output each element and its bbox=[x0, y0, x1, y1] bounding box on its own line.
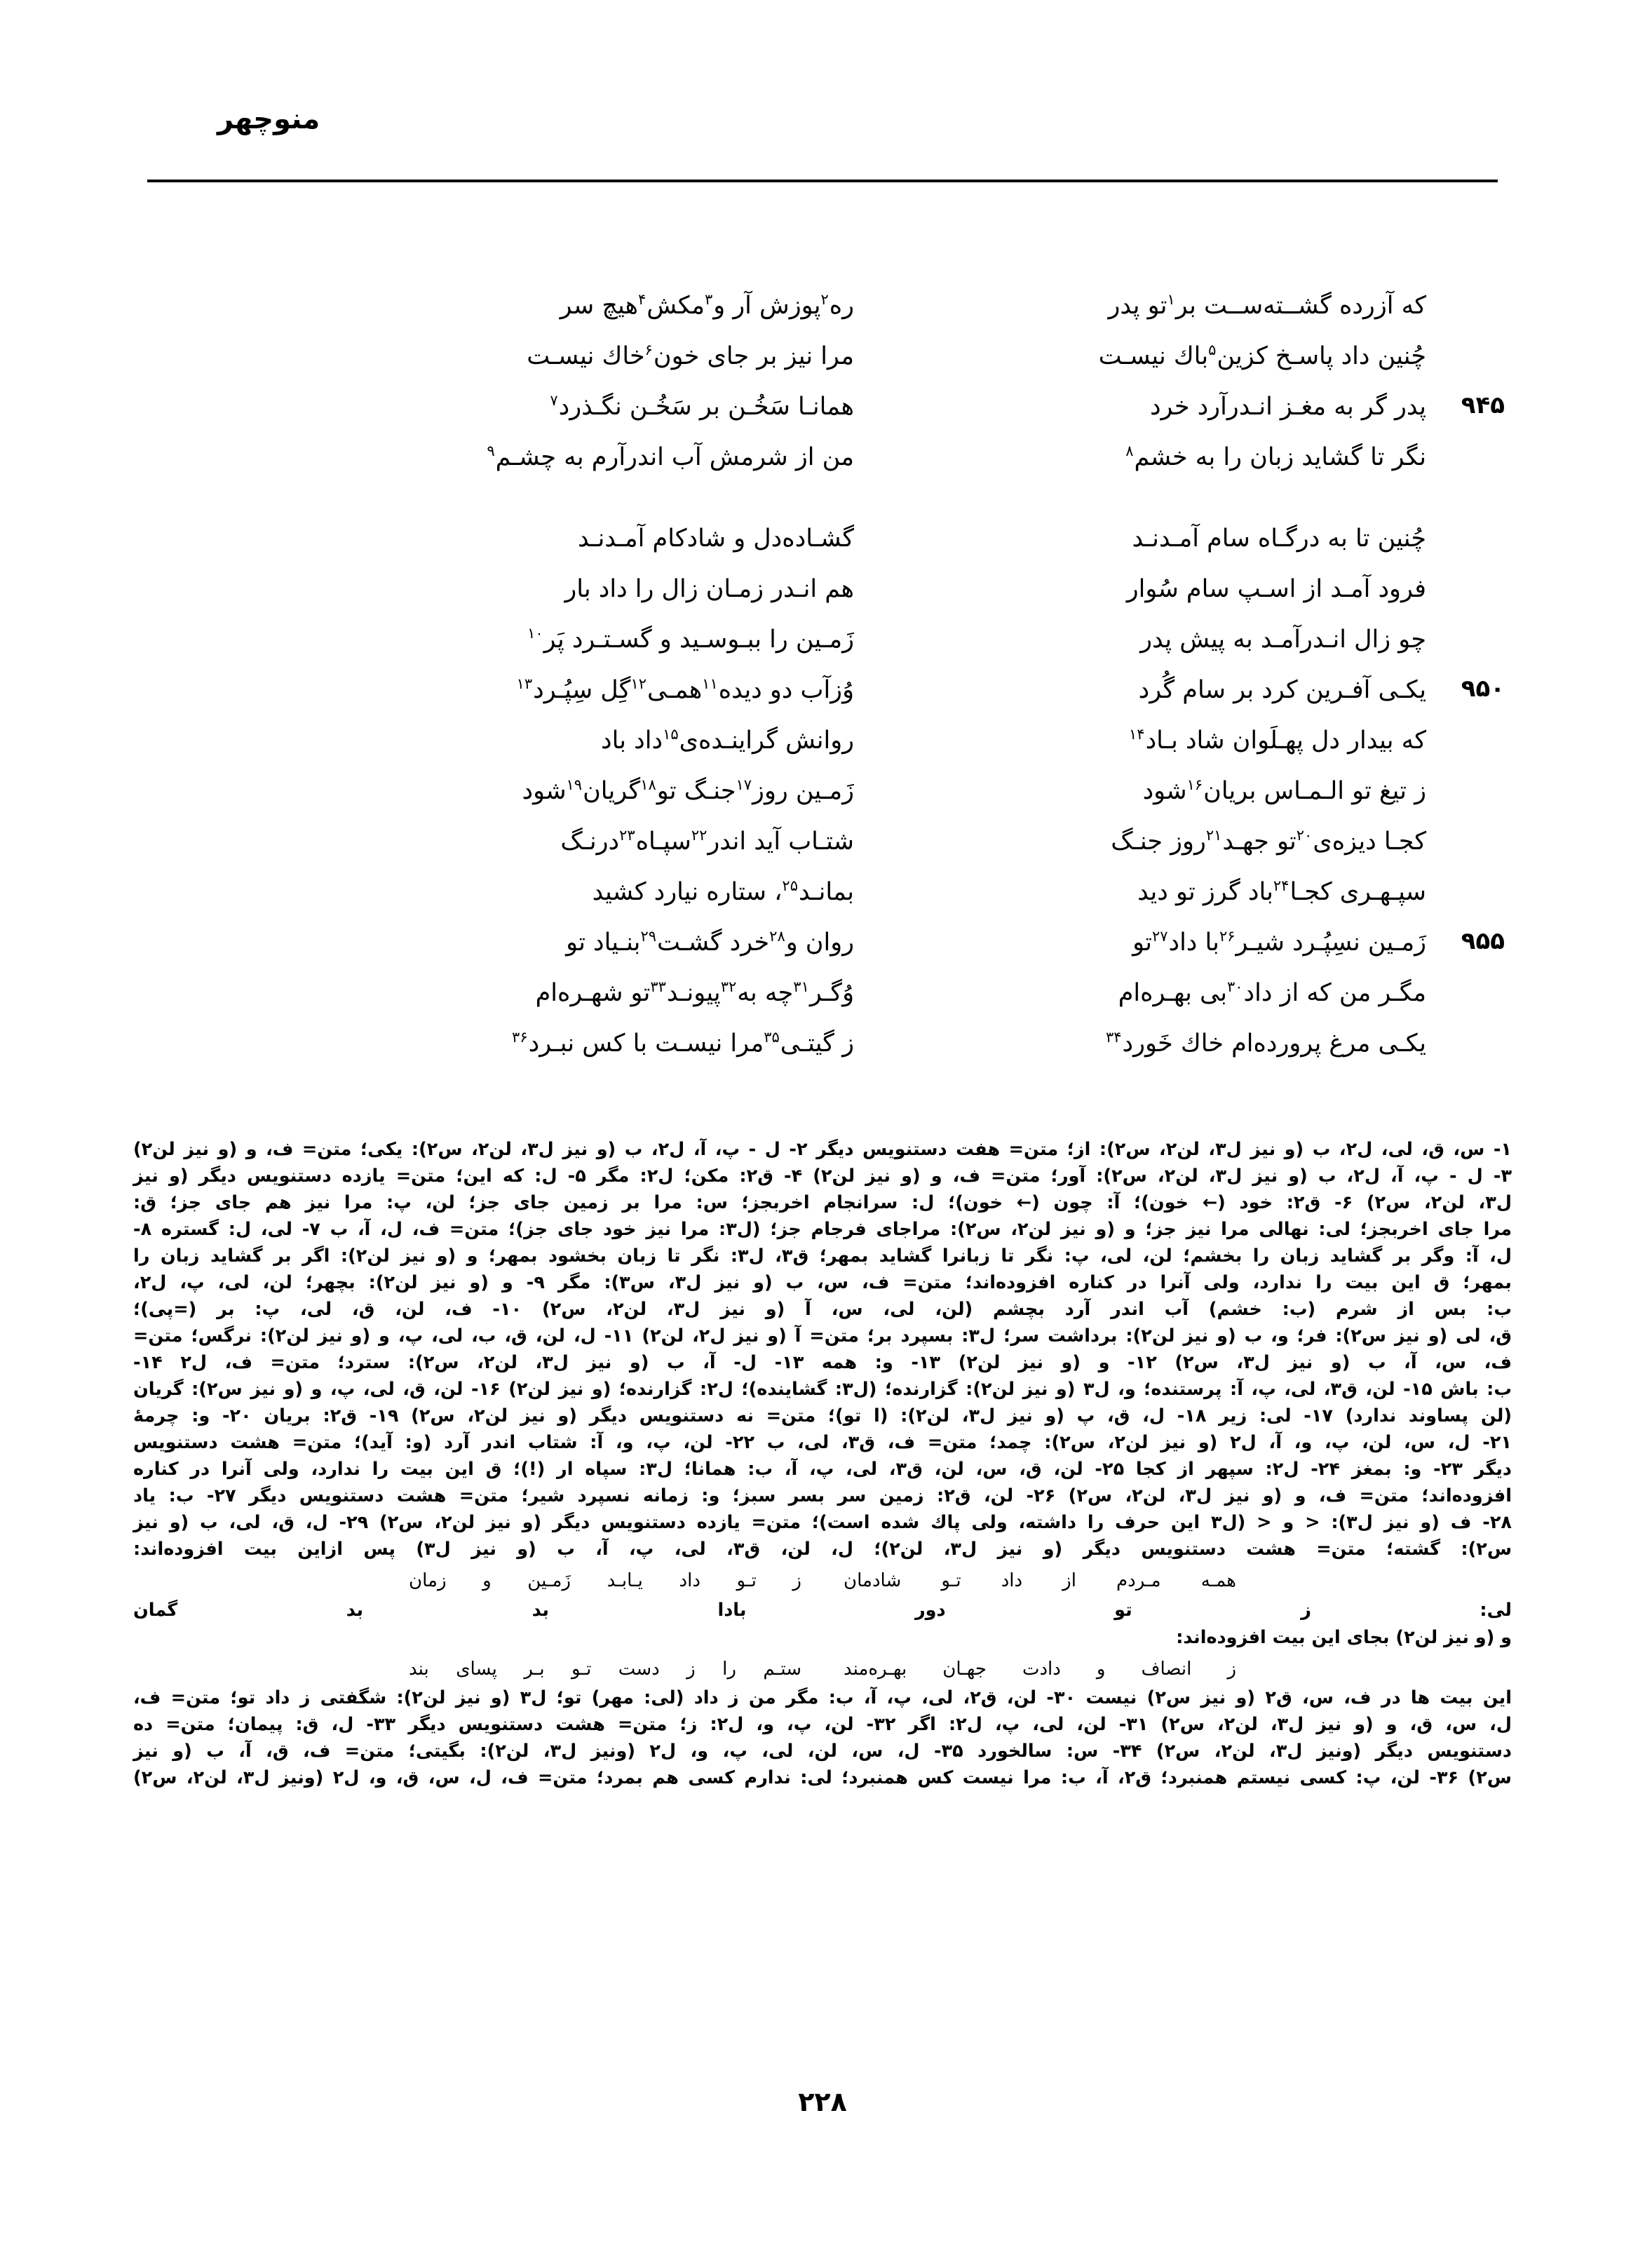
hemistich-second bbox=[307, 665, 854, 713]
footnote-marker[interactable]: ۲۸ bbox=[769, 928, 785, 945]
apparatus-line: ب: بس از شرم (ب: خشم) آب اندر آرد بچشم (لن، لی، س، آ (و نیز ل٣، لن٢، س٢) ۱۰- ف، لن، ق، لی، پ: بر (=پی)؛ bbox=[133, 1299, 1512, 1320]
verse-text: زَمـین روز bbox=[752, 777, 854, 805]
verse-text: بی بهـره‌ام bbox=[1118, 979, 1227, 1007]
verse-text: خرد گشـت bbox=[657, 929, 770, 957]
footnote-marker[interactable]: ۳۲ bbox=[720, 978, 737, 996]
verse-text: چُنین داد پاسـخ کزین bbox=[1217, 342, 1426, 370]
hemistich-first bbox=[879, 968, 1426, 1015]
footnote-marker[interactable]: ۳۶ bbox=[512, 1029, 528, 1046]
footnote-marker[interactable]: ۳۳ bbox=[650, 978, 666, 996]
verse-line bbox=[140, 564, 1505, 614]
verse-text: خاك نیسـت bbox=[527, 342, 645, 370]
verse-line bbox=[140, 382, 1505, 432]
apparatus-line: ۲۸- ف (و نیز ل٣): < و < (ل٣ این حرف را داشته، ولی پاك شده است)؛ متن= یازده دستنویس دیگر (و نیز لن٢، س٢) ۲۹- ل، ق، لی، ب (و نیز bbox=[133, 1512, 1512, 1533]
footnote-marker[interactable]: ۳۴ bbox=[1105, 1029, 1122, 1046]
footnote-marker[interactable]: ۱۵ bbox=[663, 726, 679, 743]
verse-text: روان و bbox=[785, 929, 854, 957]
inserted-verse bbox=[133, 1654, 1512, 1685]
hemistich-second bbox=[307, 715, 854, 763]
inserted-hemistich-first: ز انصاف و دادت جهـان بهـره‌مند bbox=[844, 1659, 1236, 1680]
verse-text: گریان bbox=[583, 777, 641, 805]
footnote-marker[interactable]: ۲۶ bbox=[1219, 928, 1236, 945]
verse-text: سپـهـری کجـا bbox=[1289, 878, 1426, 906]
page-number: ۲۲۸ bbox=[798, 2086, 847, 2117]
verse-number bbox=[1426, 1018, 1505, 1028]
verse-line bbox=[140, 665, 1505, 715]
verse-text: بنـیاد تو bbox=[566, 929, 641, 957]
footnote-marker[interactable]: ۳۵ bbox=[764, 1029, 780, 1046]
verse-text: فرود آمـد از اسـپ سام سُوار bbox=[1126, 575, 1426, 603]
verse-text: چو زال انـدرآمـد به پیش پدر bbox=[1140, 626, 1426, 654]
verse-line bbox=[140, 968, 1505, 1018]
inserted-hemistich-first: همـه مـردم از داد تـو شادمان bbox=[844, 1570, 1236, 1591]
apparatus-line: دستنویس دیگر (ونیز ل٣، لن٢، س٢) ۳۴- س: سالخورد ۳۵- ل، س، لن، لی، پ، و، ل٢ (ونیز ل٣، لن٢): بگیتی؛ متن= ف، ق، آ، ب (و نیز bbox=[133, 1741, 1512, 1762]
footnote-marker[interactable]: ۲۰ bbox=[1296, 827, 1313, 844]
apparatus-line: ۳- ل - پ، آ، ل٢، ب (و نیز ل٣، لن٢، س٢): آور؛ متن= ف، و (و نیز لن٢) ۴- ق٢: مکن؛ ل٢: مگر ۵- ل: که این؛ متن= یازده دستنویس دیگر (و نیز bbox=[133, 1166, 1512, 1187]
footnote-marker[interactable]: ۱ bbox=[1167, 291, 1175, 309]
verse-text: گِل سِپُـرد bbox=[533, 676, 631, 704]
verse-line bbox=[140, 917, 1505, 968]
footnote-marker[interactable]: ۱۹ bbox=[566, 776, 583, 794]
footnote-marker[interactable]: ۲۹ bbox=[640, 928, 656, 945]
hemistich-second bbox=[307, 917, 854, 965]
footnote-marker[interactable]: ۲۷ bbox=[1151, 928, 1168, 945]
verse-text: مرا نیسـت با کس نبـرد bbox=[528, 1030, 764, 1058]
footnote-marker[interactable]: ۱۸ bbox=[640, 776, 656, 794]
apparatus-line: این بیت ها در ف، س، ق٢ (و نیز س٢) نیست ۳۰- لن، ق٢، لی، پ، آ، ب: مگر من ز داد (لی: مهر) تو؛ ل٣ (و نیز لن٢): شگفتی ز داد تو؛ متن= ف، bbox=[133, 1687, 1512, 1708]
footnote-marker[interactable]: ۸ bbox=[1125, 443, 1134, 460]
apparatus-line: ف، س، آ، ب (و نیز ل٣، س٢) ۱۲- و (و نیز لن٢) ۱۳- و: همه ۱۳- ل- آ، ب (و نیز ل٣، لن٢، س٢): سترد؛ متن= ف، ل٢ ۱۴- bbox=[133, 1352, 1512, 1373]
verse-number bbox=[1426, 816, 1505, 826]
footnote-marker[interactable]: ۳۱ bbox=[793, 978, 809, 996]
verse-number: ۹۵۵ bbox=[1461, 927, 1505, 955]
hemistich-second bbox=[307, 564, 854, 612]
hemistich-second bbox=[307, 513, 854, 561]
verse-text: روانش گراینـده‌ی bbox=[679, 727, 854, 755]
apparatus-line: ق، لی (و نیز س٢): فر؛ و، ب (و نیز لن٢): برداشت سر؛ ل٣: بسپرد بر؛ متن= آ (و نیز ل٢، لن٢) ۱۱- ل، لن، ق، ب، لی، پ، و (و نیز لن٢): نرگس؛ متن= bbox=[133, 1325, 1512, 1346]
footnote-marker[interactable]: ۱۴ bbox=[1129, 726, 1145, 743]
footnote-marker[interactable]: ۴ bbox=[637, 291, 647, 309]
verse-text: تو bbox=[1132, 929, 1152, 957]
verse-text: چه به bbox=[737, 979, 794, 1007]
verse-text: گشـاده‌دل و شادکام آمـدنـد bbox=[577, 525, 854, 553]
verse-text: که بیدار دل پهـلَوان شاد بـاد bbox=[1145, 727, 1426, 755]
verse-text: مرا نیز بر جای خون bbox=[653, 342, 854, 370]
running-head: منوچهر bbox=[217, 103, 320, 135]
inserted-hemistich-second: ستـم را ز دست تـو بـر پسای بند bbox=[409, 1659, 801, 1680]
verse-line bbox=[140, 281, 1505, 331]
hemistich-first bbox=[879, 432, 1426, 480]
footnote-marker[interactable]: ۲۴ bbox=[1273, 877, 1289, 895]
verse-line bbox=[140, 432, 1505, 482]
verse-text: سپـاه bbox=[635, 828, 691, 856]
verse-number: ۹۴۵ bbox=[1461, 391, 1505, 419]
apparatus-line: ب: باش ۱۵- لن، ق٣، لی، پ، آ: پرستنده؛ و، ل٣ (و نیز لن٢): گزارنده؛ (ل٣: گشاینده)؛ ل٢: گزارنده؛ (و نیز لن٢) ۱۶- لن، ق، لی، پ، و (و نیز س٢): گریان bbox=[133, 1379, 1512, 1400]
apparatus-line: بمهر؛ ق این بیت را ندارد، ولی آنرا در کناره افزوده‌اند؛ متن= ف، س، ب (و نیز ل٣، س٣): مگر ۹- و (و نیز لن٢): بچهر؛ لن، لی، پ، ل٢، bbox=[133, 1272, 1512, 1293]
verse-text: ز تیغ تو الـمـاس بریان bbox=[1203, 777, 1426, 805]
verse-text: جنـگ تو bbox=[656, 777, 736, 805]
apparatus-line: س٢): گشته؛ متن= هشت دستنویس دیگر (و نیز ل٣، لن٢)؛ ل، لن، ق٣، لی، پ، آ، ب (و نیز ل٣) پس ازاین بیت افزوده‌اند: bbox=[133, 1539, 1512, 1560]
verse-line bbox=[140, 331, 1505, 382]
verse-text: ، ستاره نیارد کشید bbox=[592, 878, 783, 906]
verse-number bbox=[1426, 564, 1505, 574]
verse-text: زَمـین نسِپُـرد شیـر bbox=[1236, 929, 1426, 957]
verse-text: بمانـد bbox=[798, 878, 854, 906]
hemistich-first bbox=[879, 665, 1426, 713]
inserted-hemistich-second: ز تـو داد یـابـد زَمـین و زمان bbox=[409, 1570, 801, 1591]
hemistich-second bbox=[307, 968, 854, 1015]
verse-text: ز گیتـی bbox=[780, 1030, 854, 1058]
verse-number bbox=[1426, 513, 1505, 523]
verse-number bbox=[1426, 432, 1505, 442]
verse-text: یکـی آفـرین کرد بر سام گُرد bbox=[1138, 676, 1426, 704]
hemistich-first bbox=[879, 513, 1426, 561]
apparatus-line: ۱- س، ق، لی، ل٢، ب (و نیز ل٣، لن٢، س٢): از؛ متن= هفت دستنویس دیگر ۲- ل - پ، آ، ل٢، ب (و نیز ل٣، لن٢، س٢): یکی؛ متن= ف، و (و نیز لن٢) bbox=[133, 1139, 1512, 1160]
apparatus-line: ل، س، ق، و (و نیز ل٣، لن٢، س٢) ۳۱- لن، لی، پ، ل٢: اگر ۳۲- لن، پ، و، ل٢: ز؛ متن= هشت دستنویس دیگر ۳۳- ل، ق: پیمان؛ متن= ده bbox=[133, 1714, 1512, 1735]
hemistich-first bbox=[879, 614, 1426, 662]
footnote-marker[interactable]: ۲۳ bbox=[619, 827, 635, 844]
verse-text: درنـگ bbox=[560, 828, 620, 856]
verse-text: پدر گر به مغـز انـدرآرد خرد bbox=[1149, 393, 1426, 421]
footnote-marker[interactable]: ۶ bbox=[644, 342, 653, 359]
hemistich-second bbox=[307, 766, 854, 814]
hemistich-second bbox=[307, 331, 854, 379]
footnote-marker[interactable]: ۱۳ bbox=[516, 675, 533, 693]
apparatus-line: ل، آ: وگر بر گشاید زبان را بخشم؛ لن، لی، پ: نگر تا زبانرا گشاید بمهر؛ ق٣، ل٣: نگر تا زبان بخشود بمهر؛ و (و نیز لن٢): اگر بر گشاید زبان را bbox=[133, 1246, 1512, 1267]
apparatus-line: س٢) ۳۶- لن، پ: کسی نیستم همنبرد؛ ق٢، آ، ب: مرا نیست کس همنبرد؛ لی: ندارم کسی هم بمرد؛ متن= ف، ل، س، ق، و، ل٢ (ونیز ل٣، لن٢، س٢) bbox=[133, 1767, 1512, 1788]
verse-number bbox=[1426, 867, 1505, 877]
verse-line bbox=[140, 816, 1505, 867]
apparatus-line: دیگر ۲۳- و: بمغز ۲۴- ل٢: سپهر از کجا ۲۵- لن، ق، س، لن، ق٣، لی، پ، آ، ب: همانا؛ ل٣: سپاه ار (!)؛ ق این بیت را ندارد، ولی آنرا در کناره bbox=[133, 1459, 1512, 1480]
verse-number bbox=[1426, 715, 1505, 725]
hemistich-first bbox=[879, 917, 1426, 965]
verse-line bbox=[140, 766, 1505, 816]
verse-number bbox=[1426, 968, 1505, 978]
verse-text: چُنین تا به درگـاه سام آمـدنـد bbox=[1132, 525, 1426, 553]
verse-text: نگر تا گشاید زبان را به خشم bbox=[1134, 443, 1426, 471]
hemistich-first bbox=[879, 281, 1426, 328]
hemistich-first bbox=[879, 331, 1426, 379]
footnote-marker[interactable]: ۷ bbox=[550, 392, 558, 410]
verse-text: تو شهـره‌ام bbox=[535, 979, 651, 1007]
footnote-marker[interactable]: ۵ bbox=[1208, 342, 1217, 359]
hemistich-first bbox=[879, 867, 1426, 914]
verse-text: همانـا سَخُـن بر سَخُـن نگـذرد bbox=[558, 393, 854, 421]
hemistich-second bbox=[307, 382, 854, 429]
verse-text: پوزش آر و bbox=[713, 292, 821, 320]
verse-body bbox=[140, 281, 1505, 1069]
verse-number bbox=[1426, 281, 1505, 290]
verse-number bbox=[1426, 766, 1505, 776]
footnote-marker[interactable]: ۱۶ bbox=[1186, 776, 1203, 794]
verse-text: تو پدر bbox=[1108, 292, 1167, 320]
footnote-marker[interactable]: ۱۲ bbox=[630, 675, 647, 693]
hemistich-first bbox=[879, 1018, 1426, 1066]
hemistich-first bbox=[879, 715, 1426, 763]
verse-text: وُگـر bbox=[809, 979, 854, 1007]
verse-text: یکـی مرغ پرورده‌ام خاك خَورد bbox=[1122, 1030, 1426, 1058]
hemistich-first bbox=[879, 564, 1426, 612]
verse-stanza bbox=[140, 281, 1505, 482]
hemistich-second bbox=[307, 816, 854, 864]
verse-text: مکش bbox=[647, 292, 705, 320]
verse-text: کجـا دیزه‌ی bbox=[1313, 828, 1426, 856]
verse-text: که آزرده گشــته‌ســت بر bbox=[1175, 292, 1426, 320]
footnote-marker[interactable]: ۲۲ bbox=[691, 827, 708, 844]
footnote-marker[interactable]: ۳ bbox=[704, 291, 713, 309]
verse-text: من از شرمش آب اندرآرم به چشـم bbox=[495, 443, 854, 471]
verse-text: باك نیسـت bbox=[1098, 342, 1209, 370]
verse-text: شود bbox=[1142, 777, 1187, 805]
footnote-marker[interactable]: ۲۱ bbox=[1205, 827, 1222, 844]
verse-line bbox=[140, 715, 1505, 766]
header-rule bbox=[147, 180, 1498, 182]
verse-line bbox=[140, 1018, 1505, 1069]
verse-text: ره bbox=[829, 292, 854, 320]
verse-text: داد باد bbox=[601, 727, 663, 755]
verse-text: وُزآب دو دیده bbox=[718, 676, 854, 704]
verse-text: باد گرز تو دید bbox=[1137, 878, 1273, 906]
verse-text: زَمـین را ببـوسـید و گسـتـرد پَر bbox=[543, 626, 854, 654]
verse-line bbox=[140, 614, 1505, 665]
verse-text: هیچ سر bbox=[560, 292, 638, 320]
hemistich-second bbox=[307, 867, 854, 914]
footnote-marker[interactable]: ۹ bbox=[487, 443, 495, 460]
page-header bbox=[147, 105, 1498, 189]
verse-text: شود bbox=[522, 777, 567, 805]
footnote-marker[interactable]: ۲۵ bbox=[782, 877, 798, 895]
hemistich-first bbox=[879, 766, 1426, 814]
verse-text: پیونـد bbox=[666, 979, 721, 1007]
footnote-marker[interactable]: ۲ bbox=[820, 291, 829, 309]
verse-text: شتـاب آید اندر bbox=[708, 828, 854, 856]
hemistich-second bbox=[307, 614, 854, 662]
verse-text: همـی bbox=[647, 676, 703, 704]
footnote-marker[interactable]: ۱۱ bbox=[702, 675, 718, 693]
apparatus-line: ل٣، لن٢، س٢) ۶- ق٢: خود (← خون)؛ آ: چون (← خون)؛ ل: سرانجام اخربجز؛ س: مرا بر زمین جای جز؛ لن، پ: مرا نیز هم جای جز؛ ق: bbox=[133, 1192, 1512, 1213]
verse-number bbox=[1426, 331, 1505, 341]
verse-number: ۹۵۰ bbox=[1461, 675, 1505, 703]
verse-number bbox=[1426, 614, 1505, 624]
verse-text: با داد bbox=[1168, 929, 1219, 957]
hemistich-first bbox=[879, 382, 1426, 429]
verse-text: روز جنـگ bbox=[1111, 828, 1206, 856]
apparatus-line: و (و نیز لن٢) بجای این بیت افزوده‌اند: bbox=[1176, 1627, 1512, 1648]
verse-stanza bbox=[140, 513, 1505, 1069]
hemistich-second bbox=[307, 1018, 854, 1066]
verse-text: تو جهـد bbox=[1222, 828, 1297, 856]
hemistich-second bbox=[307, 432, 854, 480]
footnote-marker[interactable]: ۱۷ bbox=[736, 776, 752, 794]
apparatus-line: مرا جای اخربجز؛ لی: نهالی مرا نیز جز؛ و (و نیز لن٢، س٢): مراجای فرجام جز؛ (ل٣: مرا نیز خود جای جز)؛ متن= ف، ل، آ، ب ۷- لی، ل: گستره ۸- bbox=[133, 1219, 1512, 1240]
inserted-verse bbox=[133, 1565, 1512, 1596]
hemistich-second bbox=[307, 281, 854, 328]
apparatus-line: افزوده‌اند؛ متن= ف، و (و نیز ل٣، لن٢، س٢) ۲۶- لن، ق٢: زمین سر بسر سبز؛ و: زمانه نسپرد شیر؛ متن= هشت دستنویس دیگر ۲۷- ب: یاد bbox=[133, 1485, 1512, 1506]
footnote-marker[interactable]: ۳۰ bbox=[1226, 978, 1243, 996]
apparatus-line: (لن پساوند ندارد) ۱۷- لی: زیر ۱۸- ل، ق، پ (و نیز ل٣، لن٢): (ا تو)؛ متن= نه دستنویس دیگر (و نیز لن٢، س٢) ۱۹- ق٢: بریان ۲۰- و: چرمهٔ bbox=[133, 1405, 1512, 1426]
verse-line bbox=[140, 867, 1505, 917]
verse-text: هم انـدر زمـان زال را داد بار bbox=[564, 575, 854, 603]
critical-apparatus bbox=[133, 1136, 1512, 1791]
hemistich-first bbox=[879, 816, 1426, 864]
verse-text: مگـر من که از داد bbox=[1243, 979, 1426, 1007]
inserted-verse-note: لی: ز تو دور بادا بد بد گمان bbox=[133, 1600, 1512, 1621]
apparatus-line: ۲۱- ل، س، لن، پ، و، آ، ل٢ (و نیز لن٢، س٢): چمد؛ متن= ف، ق٣، لی، ب ۲۲- لن، پ، و، آ: شتاب اندر آرد (و: آید)؛ متن= هشت دستنویس bbox=[133, 1432, 1512, 1453]
verse-line bbox=[140, 513, 1505, 564]
footnote-marker[interactable]: ۱۰ bbox=[527, 625, 543, 642]
